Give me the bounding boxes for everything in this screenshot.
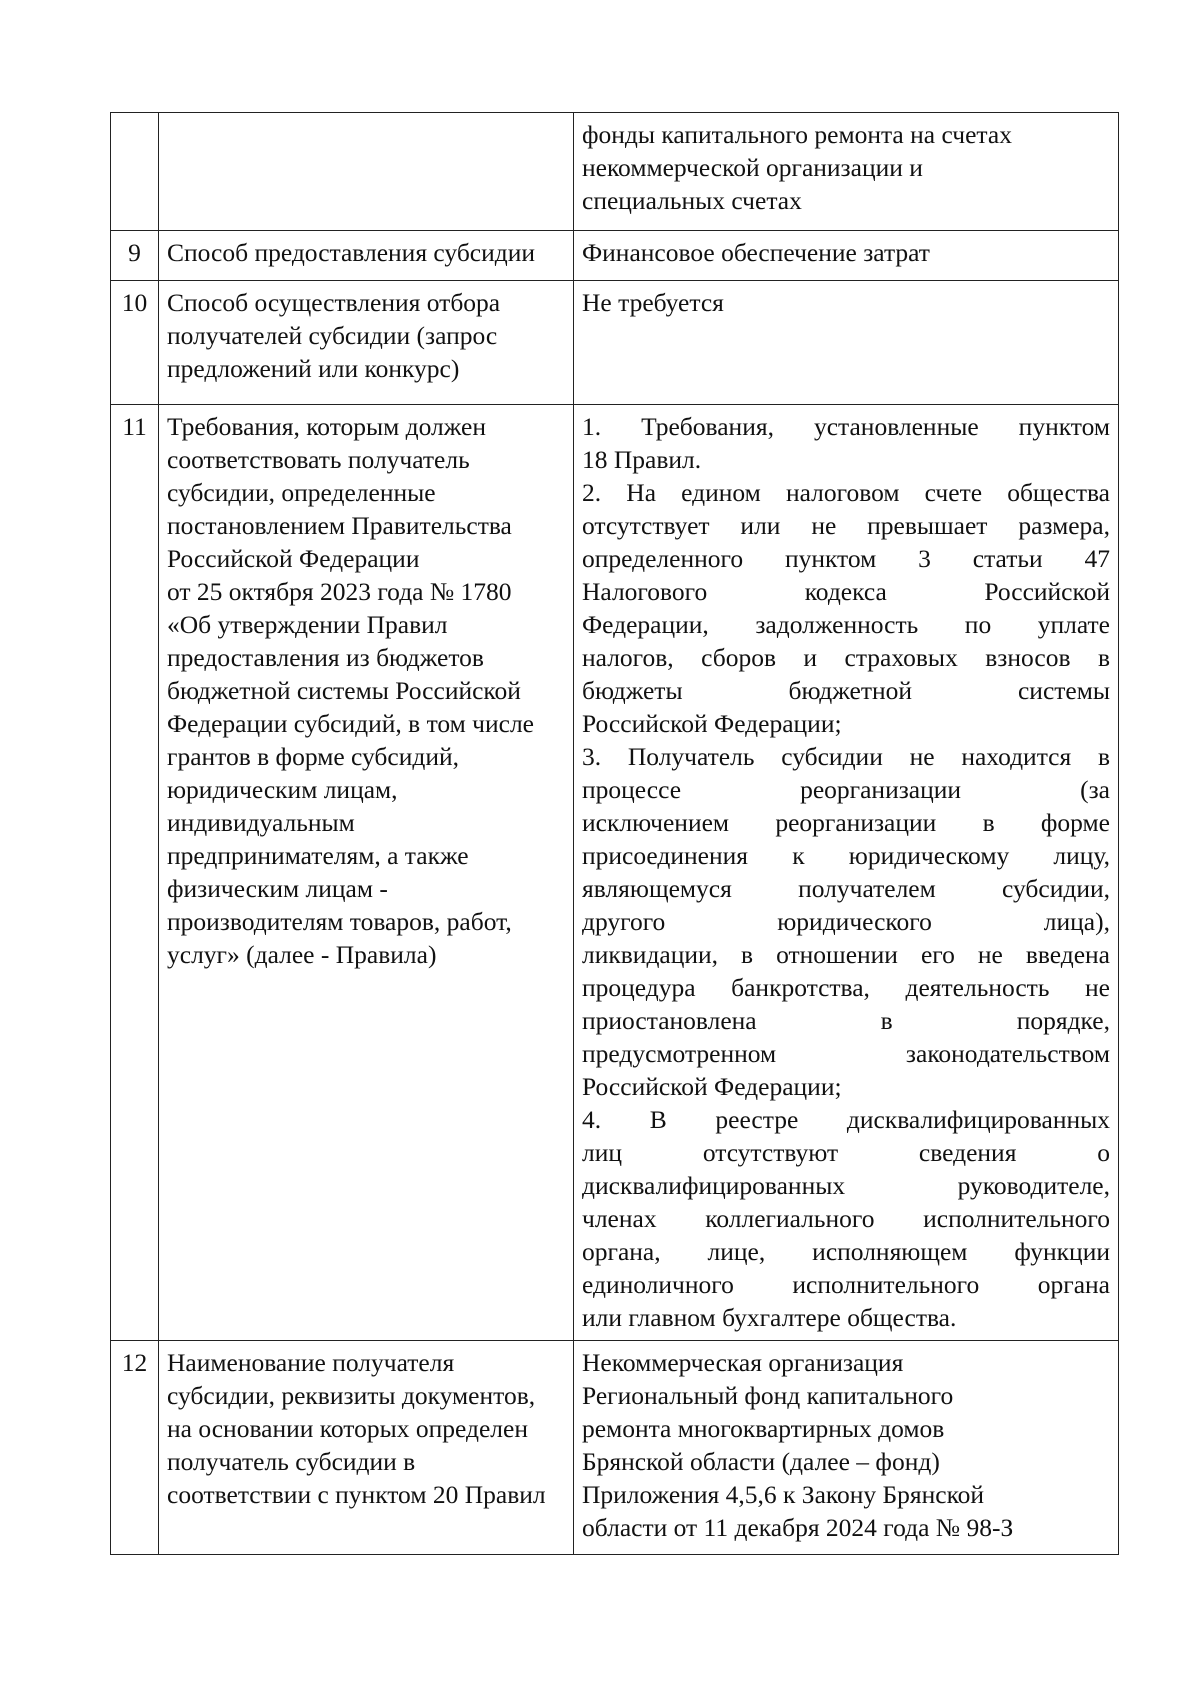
value-line: Брянской области (далее – фонд) xyxy=(582,1447,940,1476)
value-line: процессе реорганизации (за xyxy=(582,775,1110,804)
value-line: приостановлена в порядке, xyxy=(582,1006,1110,1035)
table-row xyxy=(111,1341,1119,1555)
value-line: 4. В реестре дисквалифицированных xyxy=(582,1105,1110,1134)
value-line: отсутствует или не превышает размера, xyxy=(582,511,1110,540)
description-line: Федерации субсидий, в том числе xyxy=(167,709,534,738)
parameter-name-cell xyxy=(159,231,574,281)
requirement-item-3 xyxy=(582,740,1110,1103)
value-line: Региональный фонд капитального xyxy=(582,1381,954,1410)
value-line: 3. Получатель субсидии не находится в xyxy=(582,742,1110,771)
description-line: предложений или конкурс) xyxy=(167,354,460,383)
value-line: Некоммерческая организация xyxy=(582,1348,904,1377)
value-line: бюджеты бюджетной системы xyxy=(582,676,1110,705)
row-number xyxy=(111,113,159,231)
requirement-item-2 xyxy=(582,476,1110,740)
description-line: на основании которых определен xyxy=(167,1414,528,1443)
table-row xyxy=(111,405,1119,1341)
parameter-value-cell xyxy=(574,1341,1119,1555)
parameter-name-cell xyxy=(159,113,574,231)
description-line: «Об утверждении Правил xyxy=(167,610,448,639)
description-line: Способ предоставления субсидии xyxy=(167,238,536,267)
parameter-name-cell xyxy=(159,281,574,405)
value-line: ремонта многоквартирных домов xyxy=(582,1414,945,1443)
value-line: фонды капитального ремонта на счетах xyxy=(582,120,1012,149)
description-line: Требования, которым должен xyxy=(167,412,487,441)
value-line: органа, лице, исполняющем функции xyxy=(582,1237,1110,1266)
value-line: присоединения к юридическому лицу, xyxy=(582,841,1110,870)
description-line: предоставления из бюджетов xyxy=(167,643,484,672)
table-row xyxy=(111,113,1119,231)
subsidy-parameters-table xyxy=(110,112,1119,1555)
description-line: Российской Федерации xyxy=(167,544,420,573)
value-line: Налогового кодекса Российской xyxy=(582,577,1110,606)
description-line: получатель субсидии в xyxy=(167,1447,416,1476)
description-line: получателей субсидии (запрос xyxy=(167,321,498,350)
description-line: постановлением Правительства xyxy=(167,511,512,540)
requirement-item-4 xyxy=(582,1103,1110,1334)
description-line: субсидии, реквизиты документов, xyxy=(167,1381,536,1410)
description-line: бюджетной системы Российской xyxy=(167,676,521,705)
parameter-value-cell xyxy=(574,231,1119,281)
row-number: 10 xyxy=(111,281,159,405)
parameter-value-cell xyxy=(574,405,1119,1341)
description-line: Способ осуществления отбора xyxy=(167,288,501,317)
description-line: соответствовать получатель xyxy=(167,445,470,474)
value-line: Российской Федерации; xyxy=(582,709,842,738)
value-line: Приложения 4,5,6 к Закону Брянской xyxy=(582,1480,985,1509)
value-line: членах коллегиального исполнительного xyxy=(582,1204,1110,1233)
value-line: специальных счетах xyxy=(582,186,802,215)
description-line: индивидуальным xyxy=(167,808,355,837)
value-line: предусмотренном законодательством xyxy=(582,1039,1110,1068)
value-line: дисквалифицированных руководителе, xyxy=(582,1171,1110,1200)
description-line: грантов в форме субсидий, xyxy=(167,742,460,771)
value-line: Федерации, задолженность по уплате xyxy=(582,610,1110,639)
value-line: Российской Федерации; xyxy=(582,1072,842,1101)
description-line: услуг» (далее - Правила) xyxy=(167,940,437,969)
table-row xyxy=(111,231,1119,281)
value-line: 1. Требования, установленные пунктом xyxy=(582,412,1110,441)
value-line: лиц отсутствуют сведения о xyxy=(582,1138,1110,1167)
value-line: налогов, сборов и страховых взносов в xyxy=(582,643,1110,672)
value-line: ликвидации, в отношении его не введена xyxy=(582,940,1110,969)
requirement-item-1 xyxy=(582,410,1110,476)
value-line: исключением реорганизации в форме xyxy=(582,808,1110,837)
row-number: 12 xyxy=(111,1341,159,1555)
description-line: от 25 октября 2023 года № 1780 xyxy=(167,577,512,606)
parameter-name-cell xyxy=(159,1341,574,1555)
parameter-name-cell xyxy=(159,405,574,1341)
row-number: 9 xyxy=(111,231,159,281)
description-line: производителям товаров, работ, xyxy=(167,907,512,936)
value-line: Финансовое обеспечение затрат xyxy=(582,238,930,267)
value-line: области от 11 декабря 2024 года № 98-З xyxy=(582,1513,1014,1542)
table-row xyxy=(111,281,1119,405)
description-line: Наименование получателя xyxy=(167,1348,455,1377)
description-line: соответствии с пунктом 20 Правил xyxy=(167,1480,546,1509)
description-line: субсидии, определенные xyxy=(167,478,436,507)
value-line: или главном бухгалтере общества. xyxy=(582,1303,957,1332)
value-line: 18 Правил. xyxy=(582,445,702,474)
value-line: единоличного исполнительного органа xyxy=(582,1270,1110,1299)
description-line: юридическим лицам, xyxy=(167,775,398,804)
value-line: Не требуется xyxy=(582,288,724,317)
value-line: некоммерческой организации и xyxy=(582,153,923,182)
parameter-value-cell xyxy=(574,113,1119,231)
value-line: процедура банкротства, деятельность не xyxy=(582,973,1110,1002)
row-number: 11 xyxy=(111,405,159,1341)
value-line: другого юридического лица), xyxy=(582,907,1110,936)
parameter-value-cell xyxy=(574,281,1119,405)
value-line: 2. На едином налоговом счете общества xyxy=(582,478,1110,507)
value-line: определенного пунктом 3 статьи 47 xyxy=(582,544,1110,573)
description-line: предпринимателям, а также xyxy=(167,841,469,870)
value-line: являющемуся получателем субсидии, xyxy=(582,874,1110,903)
description-line: физическим лицам - xyxy=(167,874,388,903)
